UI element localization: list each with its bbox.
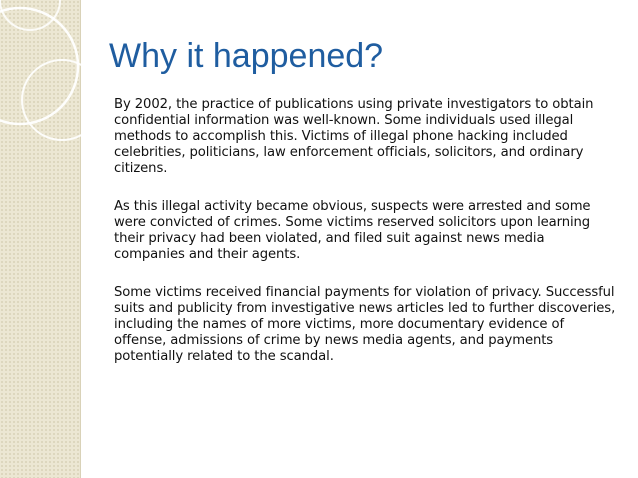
paragraph-payments: Some victims received financial payments for violation of privacy. Successful suits and publicity from investigative news articles led to further discoveries, including the names of more victims, more documentary evidence of offense, admissions of crime by news media agents, and payments potentially related to the scandal. [114, 285, 616, 364]
paragraph-background: By 2002, the practice of publications using private investigators to obtain confidential information was well-known. Some individuals used illegal methods to accomplish this. Victims of illegal phone hacking included celebrities, politicians, law enforcement officials, solicitors, and ordinary citizens. [114, 97, 594, 176]
decorative-circle-large [0, 8, 78, 124]
slide-title: Why it happened? [109, 37, 384, 75]
decorative-circle-top [0, 0, 60, 30]
paragraph-arrests: As this illegal activity became obvious, suspects were arrested and some were convicted of crimes. Some victims reserved solicitors upon learning their privacy had been violated, and filed suit against news media companies and their agents. [114, 199, 591, 262]
slide-body [114, 97, 619, 387]
decorative-circle-small [22, 60, 102, 140]
